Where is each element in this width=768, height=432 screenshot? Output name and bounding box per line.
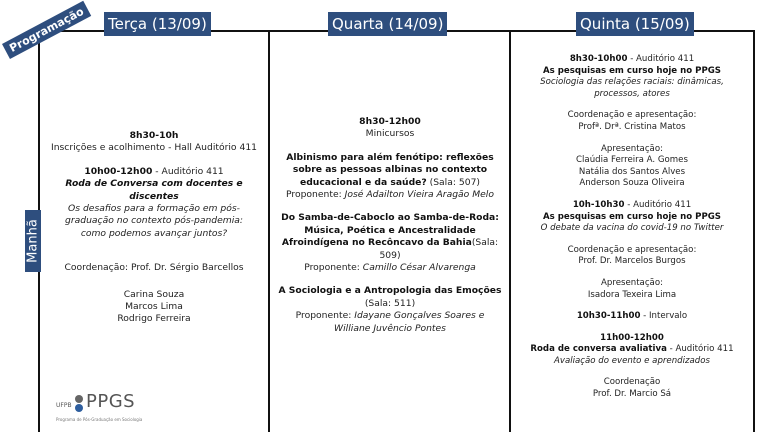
day-header-terca: Terça (13/09)	[104, 12, 211, 36]
session-subtitle: Avaliação do evento e aprendizados	[554, 355, 710, 366]
break-label: - Intervalo	[640, 311, 688, 322]
session-title: Roda de conversa avaliativa	[530, 344, 667, 355]
coordination-label: Coordenação e apresentação:	[567, 244, 697, 255]
session-place: - Auditório 411	[624, 199, 692, 210]
session-time: 8h30-10h00	[569, 54, 628, 64]
proponent-label: Proponente:	[295, 310, 355, 322]
coordination: Coordenação: Prof. Dr. Sérgio Barcellos	[64, 262, 244, 274]
presentation-label: Apresentação:	[601, 277, 663, 288]
proponent-label: Proponente:	[304, 262, 363, 274]
column-divider	[753, 30, 755, 432]
presentation-label: Apresentação:	[601, 143, 663, 154]
session-time: 11h00-12h00	[600, 332, 664, 343]
manha-label: Manhã	[25, 219, 41, 263]
proponent-label: Proponente:	[286, 189, 345, 201]
manha-tag	[25, 210, 41, 272]
column-divider	[509, 30, 511, 432]
session-place: - Auditório 411	[152, 165, 224, 177]
course-room: (Sala: 511)	[364, 297, 416, 309]
day-header-quinta: Quinta (15/09)	[576, 12, 694, 36]
proponent: José Adailton Vieira Aragão Melo	[344, 189, 494, 201]
coordination-label: Coordenação e apresentação:	[567, 110, 697, 121]
course-title: Do Samba-de-Caboclo ao Samba-de-Roda: Música, Poética e Ancestralidade Afroindígena no Recôncavo da Bahia	[281, 212, 499, 249]
proponent: Idayane Gonçalves Soares e Williane Juvêncio Pontes	[334, 310, 485, 334]
session-title: As pesquisas em curso hoje no PPGS	[543, 65, 721, 76]
session-time: 10h-10h30	[572, 199, 625, 210]
participant: Carina Souza	[123, 288, 185, 300]
session-time: 8h30-10h	[129, 130, 179, 141]
programacao-tag: Programação	[2, 1, 91, 59]
proponent: Camillo César Alvarenga	[362, 262, 476, 274]
course-room: (Sala: 509)	[379, 237, 499, 261]
ppgs-wordmark: PPGS	[86, 391, 136, 412]
terca-column	[44, 130, 264, 326]
break-time: 10h30-11h00	[576, 311, 641, 322]
participant: Rodrigo Ferreira	[117, 313, 191, 325]
presenter: Isadora Texeira Lima	[587, 289, 677, 300]
coordination-label: Coordenação	[603, 377, 661, 388]
session-subtitle: Os desafios para a formação em pós-graduação no contexto pós-pandemia: como podemos avançar juntos?	[65, 203, 243, 239]
course-title: Albinismo para além fenótipo: reflexões sobre as pessoas albinas no contexto educacional e da saúde?	[286, 151, 494, 188]
ufpb-label: UFPB	[56, 402, 72, 409]
logo-subtitle: Programa de Pós-Graduação em Sociologia	[56, 417, 143, 422]
session-desc: Inscrições e acolhimento - Hall Auditório 411	[50, 142, 258, 154]
session-type: Minicursos	[365, 128, 415, 140]
session-place: - Auditório 411	[627, 54, 695, 64]
quinta-column	[514, 54, 750, 401]
session-title: Roda de Conversa com docentes e discentes	[65, 178, 243, 202]
session-place: - Auditório 411	[666, 344, 734, 355]
participant: Marcos Lima	[125, 301, 183, 313]
coordination: Prof. Dr. Marcelos Burgos	[578, 256, 686, 267]
session-subtitle: O debate da vacina do covid-19 no Twitter	[540, 223, 724, 234]
quarta-column	[276, 116, 504, 335]
day-header-quarta: Quarta (14/09)	[328, 12, 447, 36]
presenter: Natália dos Santos Alves	[578, 166, 686, 177]
session-time: 10h00-12h00	[84, 165, 153, 177]
ppgs-logo	[56, 393, 156, 425]
session-title: As pesquisas em curso hoje no PPGS	[543, 211, 721, 222]
column-divider	[268, 30, 270, 432]
logo-dots-icon	[75, 395, 83, 413]
presenter: Claúdia Ferreira A. Gomes	[576, 155, 688, 166]
session-time: 8h30-12h00	[359, 116, 421, 127]
course-room: (Sala: 507)	[426, 176, 481, 188]
presenter: Anderson Souza Oliveira	[579, 178, 685, 189]
course-title: A Sociologia e a Antropologia das Emoções	[278, 285, 502, 297]
coordination: Profª. Drª. Cristina Matos	[578, 121, 686, 132]
session-subtitle: Sociologia das relações raciais: dinâmicas, processos, atores	[540, 77, 724, 99]
coordination: Prof. Dr. Marcio Sá	[592, 389, 672, 400]
